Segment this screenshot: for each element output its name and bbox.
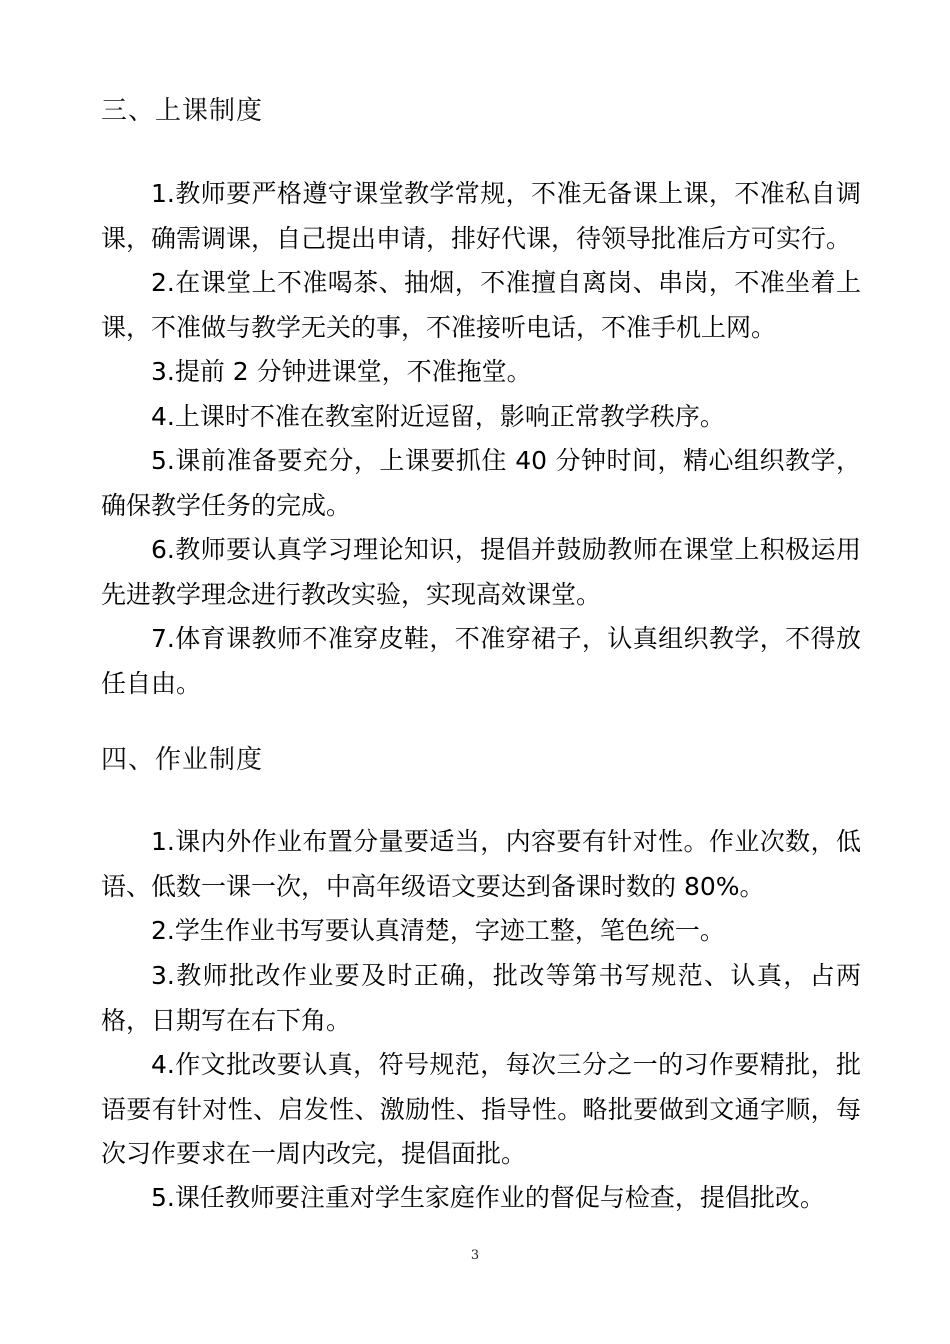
section-heading-classroom-rules: 三、上课制度	[101, 96, 264, 126]
paragraph-classroom-rule-4: 4.上课时不准在教室附近逗留，影响正常教学秩序。	[151, 402, 725, 431]
paragraph-classroom-rule-3: 3.提前 2 分钟进课堂，不准拖堂。	[151, 357, 532, 386]
paragraph-classroom-rule-7: 7.体育课教师不准穿皮鞋，不准穿裙子，认真组织教学，不得放任自由。	[101, 624, 861, 698]
paragraph-homework-rule-4: 4.作文批改要认真，符号规范，每次三分之一的习作要精批，批语要有针对性、启发性、激励性、指导性。略批要做到文通字顺，每次习作要求在一周内改完，提倡面批。	[101, 1050, 861, 1168]
paragraph-homework-rule-2: 2.学生作业书写要认真清楚，字迹工整，笔色统一。	[151, 916, 725, 945]
paragraph-classroom-rule-6: 6.教师要认真学习理论知识，提倡并鼓励教师在课堂上积极运用先进教学理念进行教改实验，实现高效课堂。	[101, 535, 861, 609]
page-number: 3	[470, 1248, 480, 1263]
paragraph-classroom-rule-2: 2.在课堂上不准喝茶、抽烟，不准擅自离岗、串岗，不准坐着上课，不准做与教学无关的事，不准接听电话，不准手机上网。	[101, 268, 861, 342]
paragraph-classroom-rule-5: 5.课前准备要充分，上课要抓住 40 分钟时间，精心组织教学，确保教学任务的完成。	[101, 446, 861, 520]
paragraph-homework-rule-3: 3.教师批改作业要及时正确，批改等第书写规范、认真，占两格，日期写在右下角。	[101, 961, 861, 1035]
paragraph-classroom-rule-1: 1.教师要严格遵守课堂教学常规，不准无备课上课，不准私自调课，确需调课，自己提出申请，排好代课，待领导批准后方可实行。	[101, 179, 861, 253]
paragraph-homework-rule-1: 1.课内外作业布置分量要适当，内容要有针对性。作业次数，低语、低数一课一次，中高年级语文要达到备课时数的 80%。	[101, 827, 861, 901]
section-heading-homework-rules: 四、作业制度	[101, 745, 264, 775]
paragraph-homework-rule-5: 5.课任教师要注重对学生家庭作业的督促与检查，提倡批改。	[151, 1183, 825, 1212]
